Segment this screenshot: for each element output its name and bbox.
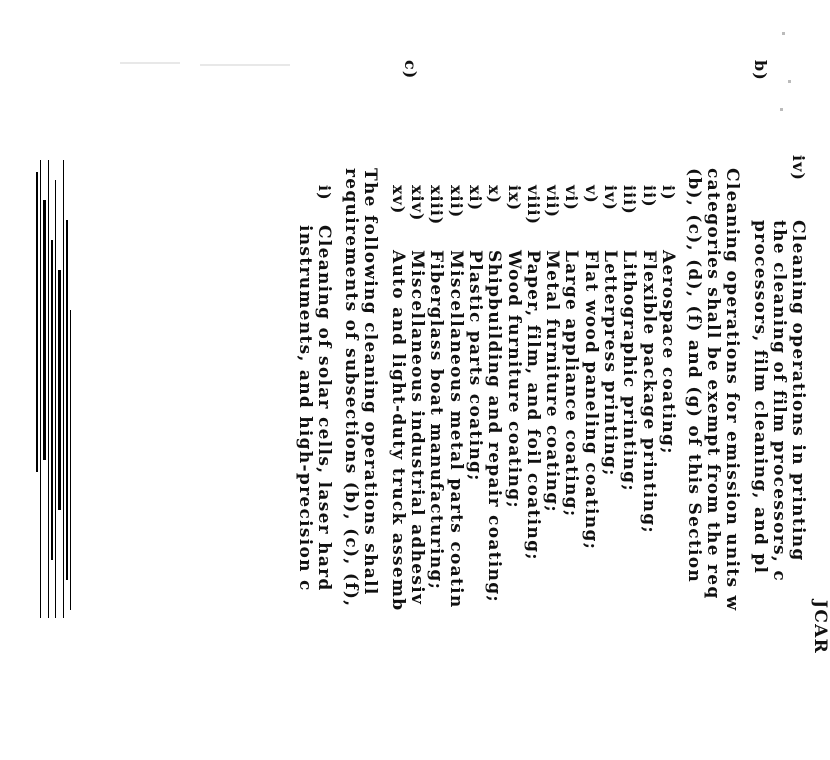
intro-line-2: the cleaning of film processors, c <box>769 220 789 583</box>
list-item-number: x) <box>485 185 505 205</box>
list-item-number: iii) <box>620 185 640 215</box>
list-item-number: i) <box>659 185 678 201</box>
barcode-bar <box>66 220 68 580</box>
following-line-2: requirements of subsections (b), (c), (f), <box>341 168 361 608</box>
header-fragment: JCAR <box>810 600 830 655</box>
barcode-bar <box>43 200 46 460</box>
list-item-text: Aerospace coating; <box>658 250 678 455</box>
list-item-number: xii) <box>446 185 466 219</box>
list-item-number: iv) <box>601 185 621 211</box>
marker-b: b) <box>751 60 770 81</box>
list-item-text: Plastic parts coating; <box>465 250 485 482</box>
list-item-number: vii) <box>543 185 563 219</box>
list-item-text: Miscellaneous metal parts coatin <box>445 250 466 609</box>
list-item-text: Fiberglass boat manufacturing; <box>426 250 447 591</box>
exempt-intro-line-1: Cleaning operations for emission units w <box>722 168 742 612</box>
sub-item-line-2: instruments, and high-precision c <box>295 225 315 592</box>
intro-item-number: iv) <box>789 155 808 181</box>
list-item-text: Paper, film, and foil coating; <box>522 250 543 561</box>
list-item-text: Metal furniture coating; <box>542 250 563 513</box>
barcode-bar <box>55 180 56 618</box>
list-item-text: Large appliance coating; <box>561 250 582 518</box>
list-item-number: v) <box>581 185 601 204</box>
list-item-number: viii) <box>523 185 543 226</box>
intro-line-1: Cleaning operations in printing <box>788 220 808 562</box>
list-item-text: Letterpress printing; <box>600 250 621 477</box>
list-item-text: Shipbuilding and repair coating; <box>484 250 505 603</box>
list-item-text: Miscellaneous industrial adhesiv <box>407 250 428 606</box>
list-item-number: xiii) <box>427 185 447 226</box>
following-line-1: The following cleaning operations shall <box>360 168 380 596</box>
sub-item-number: i) <box>315 185 334 201</box>
barcode-bar <box>51 240 53 560</box>
list-item-number: xiv) <box>408 185 428 222</box>
list-item-number: vi) <box>562 185 582 211</box>
list-item-text: Auto and light-duty truck assemb <box>387 250 408 612</box>
list-item-number: xv) <box>388 185 408 215</box>
barcode-bar <box>70 310 71 610</box>
list-item-text: Lithographic printing; <box>619 250 640 492</box>
barcode-bar <box>58 270 61 510</box>
barcode-bar <box>48 160 49 618</box>
list-item-text: Wood furniture coating; <box>503 250 524 509</box>
barcode-bar <box>36 172 38 472</box>
sub-item-line-1: Cleaning of solar cells, laser hard <box>314 225 334 592</box>
rotated-document <box>270 60 830 760</box>
list-item-number: xi) <box>466 185 485 212</box>
barcode-strip <box>36 160 72 618</box>
barcode-bar <box>40 160 41 618</box>
exempt-intro-line-3: (b), (c), (d), (f) and (g) of this Section <box>684 168 704 584</box>
exempt-intro-line-2: categories shall be exempt from the req <box>703 168 723 600</box>
list-item-text: Flat wood paneling coating; <box>580 250 601 551</box>
marker-c: c) <box>401 60 420 80</box>
list-item-number: ii) <box>639 185 659 208</box>
list-item-text: Flexible package printing; <box>638 250 659 534</box>
intro-line-3: processors, film cleaning, and pl <box>750 220 770 575</box>
list-item-number: ix) <box>504 185 524 212</box>
barcode-bar <box>63 160 64 618</box>
